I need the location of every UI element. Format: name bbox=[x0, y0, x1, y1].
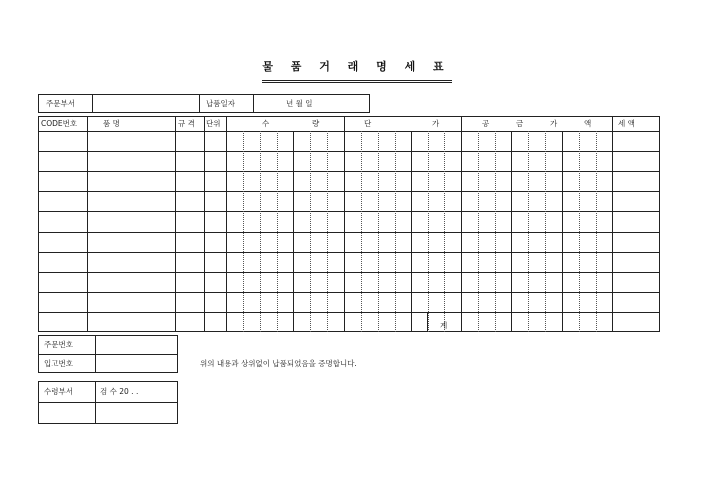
inspection-date[interactable]: 검 수 20 . . bbox=[100, 387, 139, 396]
order-no-label: 주문번호 bbox=[44, 340, 73, 349]
page-title: 물 품 거 래 명 세 표 bbox=[262, 60, 451, 73]
col-header-tax: 세 액 bbox=[618, 119, 635, 128]
digit-divider bbox=[378, 131, 379, 332]
col-header-supply-1: 공 bbox=[482, 119, 490, 128]
col-divider bbox=[461, 116, 462, 332]
col-divider bbox=[562, 131, 563, 332]
title-underline bbox=[262, 80, 452, 81]
col-header-supply-2: 금 bbox=[516, 119, 524, 128]
col-header-qty-1: 수 bbox=[262, 119, 270, 128]
col-divider bbox=[344, 116, 345, 332]
digit-divider bbox=[361, 131, 362, 332]
col-divider bbox=[175, 116, 176, 332]
col-header-supply-4: 액 bbox=[584, 119, 592, 128]
col-header-spec: 규 격 bbox=[178, 119, 195, 128]
col-header-supply-3: 가 bbox=[550, 119, 558, 128]
col-header-price-2: 가 bbox=[432, 119, 440, 128]
receipt-no-label: 입고번호 bbox=[44, 359, 73, 368]
divider bbox=[92, 94, 93, 113]
digit-divider bbox=[260, 131, 261, 332]
divider bbox=[38, 354, 178, 355]
row-divider bbox=[38, 252, 660, 253]
col-header-code: CODE번호 bbox=[41, 119, 78, 128]
digit-divider bbox=[596, 131, 597, 332]
dept-label: 주문부서 bbox=[46, 99, 75, 108]
digit-divider bbox=[277, 131, 278, 332]
confirm-statement: 위의 내용과 상위없이 납품되었음을 증명합니다. bbox=[200, 359, 357, 368]
digit-divider bbox=[528, 131, 529, 332]
col-header-item: 품 명 bbox=[103, 119, 120, 128]
title-underline bbox=[262, 82, 452, 83]
row-divider bbox=[38, 131, 660, 132]
date-label: 납품일자 bbox=[206, 99, 235, 108]
row-divider bbox=[38, 171, 660, 172]
col-divider bbox=[204, 116, 205, 332]
divider bbox=[253, 94, 254, 113]
col-header-unit: 단위 bbox=[206, 119, 221, 128]
digit-divider bbox=[478, 131, 479, 332]
col-divider bbox=[511, 131, 512, 332]
divider bbox=[38, 402, 178, 403]
digit-divider bbox=[327, 131, 328, 332]
col-divider bbox=[87, 116, 88, 332]
col-header-price-1: 단 bbox=[364, 119, 372, 128]
items-table bbox=[38, 116, 660, 332]
divider bbox=[95, 381, 96, 424]
digit-divider bbox=[310, 131, 311, 332]
row-divider bbox=[38, 211, 660, 212]
receiver-dept-label: 수령부서 bbox=[44, 387, 73, 396]
divider bbox=[199, 94, 200, 113]
row-divider bbox=[38, 272, 660, 273]
total-label: 계 bbox=[440, 321, 448, 330]
digit-divider bbox=[243, 131, 244, 332]
digit-divider bbox=[579, 131, 580, 332]
col-header-qty-2: 량 bbox=[312, 119, 320, 128]
row-divider bbox=[38, 191, 660, 192]
col-divider bbox=[293, 131, 294, 332]
col-divider bbox=[612, 116, 613, 332]
row-divider bbox=[38, 232, 660, 233]
row-divider bbox=[38, 151, 660, 152]
date-value[interactable]: 년 월 일 bbox=[286, 99, 313, 108]
row-divider bbox=[38, 312, 660, 313]
digit-divider bbox=[444, 131, 445, 332]
digit-divider bbox=[428, 131, 429, 332]
header-box bbox=[38, 94, 370, 113]
col-divider bbox=[411, 131, 412, 332]
row-divider bbox=[38, 292, 660, 293]
digit-divider bbox=[395, 131, 396, 332]
col-divider bbox=[226, 116, 227, 332]
digit-divider bbox=[495, 131, 496, 332]
divider bbox=[95, 335, 96, 373]
digit-divider bbox=[545, 131, 546, 332]
